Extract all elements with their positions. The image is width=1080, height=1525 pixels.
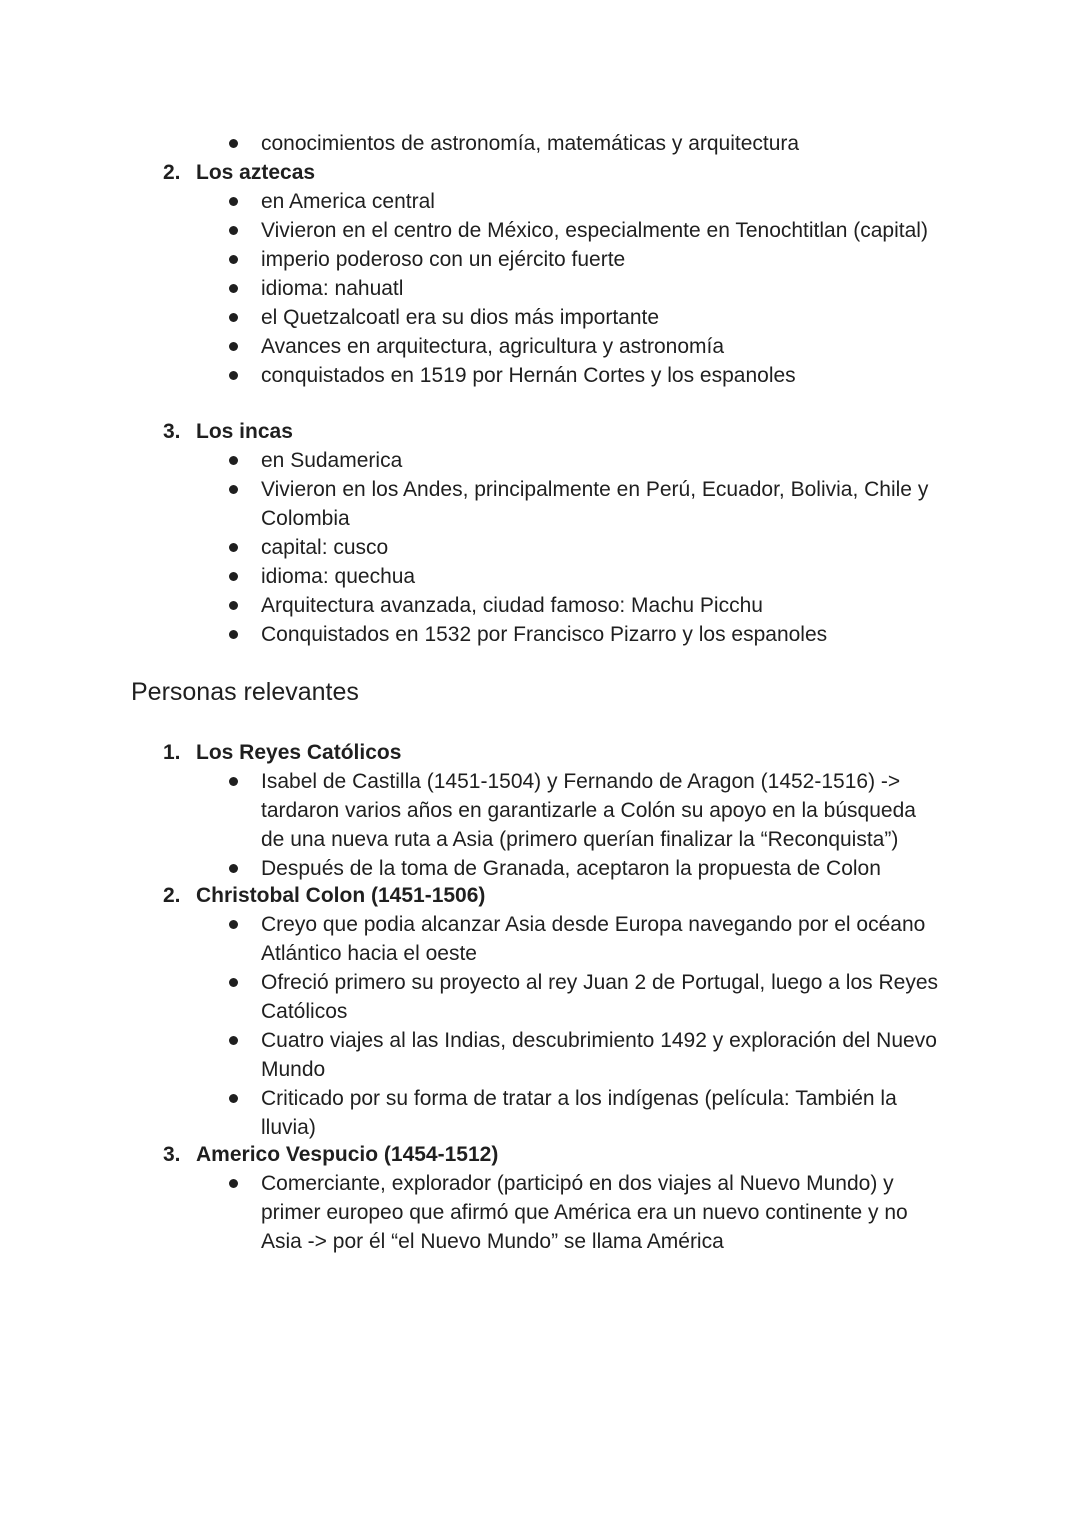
- bullet-icon: [229, 978, 238, 987]
- numbered-heading: [0, 1140, 1080, 1169]
- bullet-icon: [229, 1036, 238, 1045]
- list-item: [0, 854, 941, 883]
- bullet-icon: [229, 456, 238, 465]
- bullet-icon: [229, 139, 238, 148]
- bullet-icon: [229, 920, 238, 929]
- list-item-text: capital: cusco: [261, 536, 389, 559]
- bullet-list: [0, 767, 1080, 883]
- bullet-icon: [229, 777, 238, 786]
- list-item-text: Comerciante, explorador (participó en dos viajes al Nuevo Mundo) y primer europeo que afirmó que América era un nuevo continente y no Asia -> por él “el Nuevo Mundo” se llama América: [261, 1172, 908, 1253]
- bullet-icon: [229, 255, 238, 264]
- section-heading: Personas relevantes: [131, 678, 359, 706]
- list-item: [0, 968, 941, 1026]
- bullet-icon: [229, 485, 238, 494]
- list-item-text: Cuatro viajes al las Indias, descubrimiento 1492 y exploración del Nuevo Mundo: [261, 1029, 937, 1081]
- list-item: [0, 303, 941, 332]
- item-title: Americo Vespucio (1454-1512): [196, 1143, 499, 1166]
- list-item-text: imperio poderoso con un ejército fuerte: [261, 248, 626, 271]
- list-item-text: idioma: nahuatl: [261, 277, 404, 300]
- list-item: [0, 216, 941, 245]
- list-item-text: Criticado por su forma de tratar a los indígenas (película: También la lluvia): [261, 1087, 897, 1139]
- item-title: Los incas: [196, 420, 293, 443]
- persona-vespucio: [0, 1140, 1080, 1256]
- bullet-icon: [229, 313, 238, 322]
- list-item: [0, 562, 941, 591]
- continuation-section: [0, 129, 1080, 158]
- bullet-icon: [229, 630, 238, 639]
- list-item: [0, 475, 941, 533]
- list-item-text: Isabel de Castilla (1451-1504) y Fernando de Aragon (1452-1516) -> tardaron varios años en garantizarle a Colón su apoyo en la búsqueda de una nueva ruta a Asia (primero querían finalizar la “Reconquista”): [261, 770, 916, 851]
- list-item-text: Después de la toma de Granada, aceptaron la propuesta de Colon: [261, 857, 881, 880]
- list-item: [0, 446, 941, 475]
- list-item: [0, 245, 941, 274]
- numbered-heading: [0, 417, 1080, 446]
- list-item-text: conocimientos de astronomía, matemáticas y arquitectura: [261, 132, 800, 155]
- item-number: 3.: [163, 1143, 181, 1166]
- bullet-list: [0, 910, 1080, 1142]
- list-item: [0, 274, 941, 303]
- list-item: [0, 129, 941, 158]
- list-item: [0, 1169, 941, 1256]
- list-item: [0, 533, 941, 562]
- bullet-icon: [229, 371, 238, 380]
- list-item-text: conquistados en 1519 por Hernán Cortes y los espanoles: [261, 364, 796, 387]
- numbered-heading: [0, 738, 1080, 767]
- list-item: [0, 361, 941, 390]
- civilization-aztecas: [0, 158, 1080, 390]
- bullet-list: [0, 1169, 1080, 1256]
- list-item: [0, 620, 941, 649]
- bullet-icon: [229, 572, 238, 581]
- bullet-icon: [229, 226, 238, 235]
- item-title: Los Reyes Católicos: [196, 741, 402, 764]
- bullet-icon: [229, 543, 238, 552]
- item-number: 1.: [163, 741, 181, 764]
- list-item: [0, 591, 941, 620]
- list-item: [0, 332, 941, 361]
- bullet-icon: [229, 864, 238, 873]
- list-item: [0, 910, 941, 968]
- list-item-text: Avances en arquitectura, agricultura y astronomía: [261, 335, 725, 358]
- bullet-icon: [229, 284, 238, 293]
- bullet-list: [0, 446, 1080, 649]
- bullet-icon: [229, 601, 238, 610]
- bullet-icon: [229, 342, 238, 351]
- list-item-text: en Sudamerica: [261, 449, 403, 472]
- list-item-text: Ofreció primero su proyecto al rey Juan 2 de Portugal, luego a los Reyes Católicos: [261, 971, 939, 1023]
- list-item: [0, 767, 941, 854]
- item-number: 2.: [163, 884, 181, 907]
- persona-colon: [0, 881, 1080, 1142]
- bullet-list: [0, 129, 1080, 158]
- bullet-icon: [229, 197, 238, 206]
- civilization-incas: [0, 417, 1080, 649]
- list-item-text: Vivieron en los Andes, principalmente en Perú, Ecuador, Bolivia, Chile y Colombia: [261, 478, 929, 530]
- bullet-list: [0, 187, 1080, 390]
- numbered-heading: [0, 881, 1080, 910]
- bullet-icon: [229, 1094, 238, 1103]
- bullet-icon: [229, 1179, 238, 1188]
- list-item-text: Conquistados en 1532 por Francisco Pizarro y los espanoles: [261, 623, 828, 646]
- numbered-heading: [0, 158, 1080, 187]
- list-item-text: Arquitectura avanzada, ciudad famoso: Machu Picchu: [261, 594, 763, 617]
- list-item-text: en America central: [261, 190, 435, 213]
- item-number: 2.: [163, 161, 181, 184]
- list-item: [0, 1084, 941, 1142]
- persona-reyes-catolicos: [0, 738, 1080, 883]
- item-title: Christobal Colon (1451-1506): [196, 884, 486, 907]
- list-item-text: el Quetzalcoatl era su dios más importante: [261, 306, 660, 329]
- item-number: 3.: [163, 420, 181, 443]
- list-item: [0, 1026, 941, 1084]
- list-item-text: idioma: quechua: [261, 565, 416, 588]
- list-item-text: Vivieron en el centro de México, especialmente en Tenochtitlan (capital): [261, 219, 928, 242]
- list-item-text: Creyo que podia alcanzar Asia desde Europa navegando por el océano Atlántico hacia el oeste: [261, 913, 926, 965]
- list-item: [0, 187, 941, 216]
- item-title: Los aztecas: [196, 161, 316, 184]
